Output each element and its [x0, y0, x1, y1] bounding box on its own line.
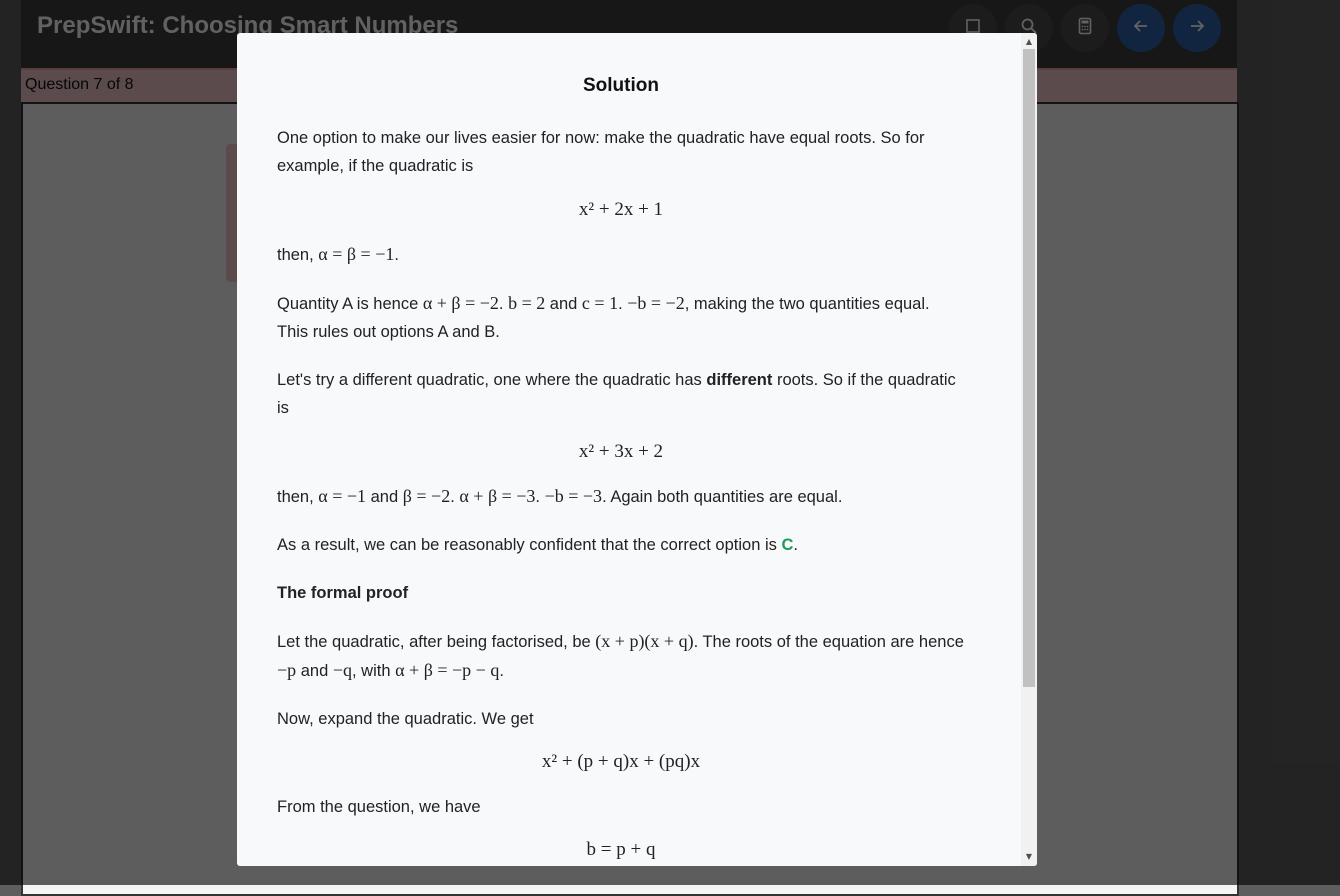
- solution-paragraph: As a result, we can be reasonably confident that the correct option is C.: [277, 536, 798, 554]
- equation-4: b = p + q: [586, 839, 656, 860]
- scroll-down-icon[interactable]: ▼: [1025, 852, 1033, 861]
- solution-modal: [237, 33, 1037, 866]
- solution-title: Solution: [583, 75, 659, 96]
- correct-answer: C: [781, 536, 794, 554]
- solution-paragraph: One option to make our lives easier for now: make the quadratic have equal roots. So for example, if the quadratic is: [277, 129, 925, 175]
- scroll-up-icon[interactable]: ▲: [1025, 37, 1033, 46]
- solution-paragraph: then, α = β = −1.: [277, 244, 399, 264]
- solution-paragraph: Now, expand the quadratic. We get: [277, 710, 534, 728]
- equation-3: x² + (p + q)x + (pq)x: [541, 751, 701, 772]
- proof-heading: The formal proof: [277, 584, 409, 602]
- solution-paragraph: Let's try a different quadratic, one where the quadratic has different roots. So if the quadratic is: [277, 371, 956, 417]
- solution-paragraph: Quantity A is hence α + β = −2. b = 2 and c = 1. −b = −2, making the two quantities equal. This rules out options A and B.: [277, 293, 930, 341]
- modal-scrollbar[interactable]: [1021, 33, 1037, 866]
- solution-paragraph: then, α = −1 and β = −2. α + β = −3. −b = −3. Again both quantities are equal.: [277, 486, 843, 506]
- solution-paragraph: From the question, we have: [277, 798, 481, 816]
- scroll-thumb[interactable]: [1023, 49, 1035, 687]
- solution-content: [237, 33, 1021, 866]
- equation-1: x² + 2x + 1: [578, 199, 664, 220]
- equation-2: x² + 3x + 2: [578, 441, 664, 462]
- solution-paragraph: Let the quadratic, after being factorised, be (x + p)(x + q). The roots of the equation are hence −p and −q, with α + β = −p − q.: [277, 631, 964, 680]
